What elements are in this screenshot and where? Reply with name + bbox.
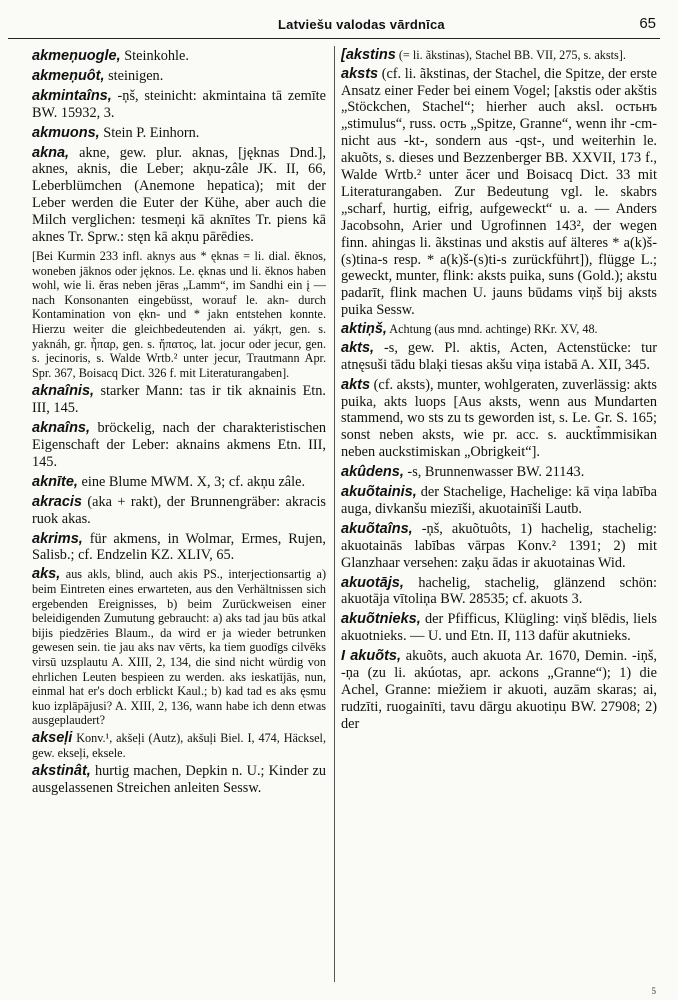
dictionary-entry xyxy=(32,383,326,417)
headword: akts xyxy=(341,376,371,393)
headword: akuõtaîns, xyxy=(341,520,413,537)
entry-definition: akuõts, auch akuota Ar. 1670, Demin. -iņš, -ņa (zu li. akúotas, apr. ackons „Granne“); 1) die Achel, Granne: miežiem ir akuoti, auzām skaras; ai, rudzīti, ruogainīti, tavu dārgu akuotiņu BW. 27908; 2) der xyxy=(341,648,657,732)
dictionary-entry xyxy=(32,48,326,65)
dictionary-entry xyxy=(341,377,657,462)
entry-definition: -s, gew. Pl. aktis, Acten, Actenstücke: tur atnęsuši tādu blaķi tiesas akšu viņa istabā A. XII, 345. xyxy=(341,339,657,373)
page-header xyxy=(8,14,660,39)
headword: akna, xyxy=(32,144,70,161)
entry-definition: für akmens, in Wolmar, Ermes, Rujen, Salisb.; cf. Endzelin KZ. XLIV, 65. xyxy=(32,530,326,564)
dictionary-entry xyxy=(341,484,657,518)
entry-definition: Steinkohle. xyxy=(120,48,189,64)
headword: aktiņš, xyxy=(341,321,387,338)
dictionary-entry xyxy=(341,48,657,63)
headword: akûdens, xyxy=(341,464,404,481)
dictionary-entry xyxy=(341,66,657,320)
dictionary-entry xyxy=(341,464,657,481)
entry-definition: -ņš, steinicht: akmintaina tā zemīte BW. 15932, 3. xyxy=(32,87,326,121)
headword: I akuõts, xyxy=(341,648,401,665)
headword: akmuons, xyxy=(32,124,100,141)
dictionary-entry xyxy=(32,531,326,565)
right-column xyxy=(341,48,657,984)
dictionary-entry xyxy=(32,763,326,797)
entry-definition: eine Blume MWM. X, 3; cf. akņu zâle. xyxy=(77,473,306,490)
entry-definition: hachelig, stachelig, glänzend schön: akuotāja vītoliņa BW. 28535; cf. akuots 3. xyxy=(341,574,657,608)
entry-definition: aus akls, blind, auch akis PS., interjectionsartig a) beim Eintreten eines erwarteten, aus den Verhältnissen sich ergebenden Ereignisses, b) beim Zurückweisen einer beleidigenden Zumutung gebraucht: a) aks tad jau būs atkal bijis piedzēries Blaum., da wird er ja wieder betrunken gewesen sein. tie jau aks nav vērts, ka tiem guodīgs cilvēks virsū uzsplautu A. XIII, 2, 134, die sind nicht würdig von ehrlichen Leuten bespieen zu werden. aks ieskatījās, nun, einmal hat er's doch erblickt Kaul.; b) kad tad es aks ęsmu kuo izplāpājusi? A. XIII, 2, 136, wann habe ich denn etwas ausgeplaudert? xyxy=(32,567,326,728)
entry-definition: starker Mann: tas ir tik aknainis Etn. III, 145. xyxy=(32,383,326,417)
left-column xyxy=(32,48,326,984)
dictionary-entry xyxy=(32,88,326,122)
dictionary-entry xyxy=(32,567,326,728)
dictionary-entry xyxy=(32,731,326,760)
dictionary-entry xyxy=(341,575,657,609)
dictionary-entry xyxy=(341,611,657,645)
entry-definition: steinigen. xyxy=(104,67,164,84)
entry-definition: der Stachelige, Hachelige: kā viņa labība auga, divkanšu miezīši, akuotainīši Lautb. xyxy=(341,484,657,517)
entry-definition: (aka + rakt), der Brunnengräber: akracis ruok akas. xyxy=(32,493,326,527)
headword: akmeņuôt, xyxy=(32,67,105,84)
entry-definition: Achtung (aus mnd. achtinge) RKr. XV, 48. xyxy=(386,322,598,337)
headword: akuõtnieks, xyxy=(341,611,421,628)
headword: akracis xyxy=(32,493,82,510)
dictionary-entry xyxy=(32,249,326,380)
headword: [akstins xyxy=(341,48,396,63)
entry-definition: (= li. ãkstinas), Stachel BB. VII, 275, s. aksts]. xyxy=(395,48,626,62)
running-title: Latviešu valodas vārdnīca xyxy=(278,17,445,32)
headword: aknīte, xyxy=(32,473,78,490)
entry-definition: Stein P. Einhorn. xyxy=(99,124,200,141)
entry-definition: -s, Brunnenwasser BW. 21143. xyxy=(403,464,585,481)
headword: akrims, xyxy=(32,530,83,547)
entry-definition: [Bei Kurmin 233 infl. aknys aus * ęknas = li. dial. ěknos, woneben jāknos oder jęknos. Le. ęknas und li. ěknos haben wohl, wie li. ěras neben jēras „Lamm“, im Sandhi ein į — nach Konsonanten eingebüsst, worauf le. akn- durch Kontamination von ękn- und * jakn entstehen konnte. Hierzu weiter die gleichbedeutenden ai. yákŗt, gen. s. yaknáh, gr. ἧπαρ, gen. s. ἥπατος, lat. jocur oder jecur, gen. s. jecinoris, s. Walde Wrtb.² unter jecur, Trautmann Apr. Spr. 367, Boisacq Dict. 326 f. mit Literaturangaben]. xyxy=(32,248,326,380)
entry-definition: der Pfifficus, Klügling: viņš blēdis, liels akuotnieks. — U. und Etn. II, 113 dafür akutnieks. xyxy=(341,611,657,645)
headword: akstinât, xyxy=(32,763,91,780)
dictionary-entry xyxy=(32,145,326,246)
entry-definition: Konv.¹, akšeļi (Autz), akšuļi Biel. I, 474, Häcksel, gew. ekseļi, eksele. xyxy=(32,730,326,760)
headword: akmintaîns, xyxy=(32,87,112,104)
dictionary-entry xyxy=(32,420,326,471)
headword: aks, xyxy=(32,566,61,583)
page-number: 65 xyxy=(639,15,656,32)
dictionary-entry xyxy=(341,340,657,374)
dictionary-entry xyxy=(341,648,657,733)
headword: aknaînis, xyxy=(32,383,95,400)
headword: akuotājs, xyxy=(341,574,404,591)
dictionary-entry xyxy=(32,68,326,85)
entry-definition: (cf. li. ãkstinas, der Stachel, die Spitze, der erste Ansatz einer Feder bei einem Vogel; [akstis oder akštis „Stöckchen, Stachel“; hierher auch aksl. остьнъ „stimulus“, russ. ость „Spitze, Granne“, wenn ihr -cm- nicht aus -kt-, sondern aus -qst-, und weiterhin le. akuõts, s. dieses und Bezzenberger BB. XXVII, 173 f., Walde Wrtb.² unter ăcer und Boisacq Dict. 33 mit Literaturangaben. Zur Bedeutung vgl. le. skabrs „scharf, hurtig, eifrig, aufgeweckt“ u. a. — Anders Jacobsohn, Arier und Ugrofinnen 143², der wegen finn. ahingas li. ãkstinas und akstis auf älteres * a(k)š-(s)tina-s resp. * a(k)š-(s)ti-s zurückführt]), flügge L.; geweckt, munter, flink: aksts puika, suns (Gold.); akstu padarīt, flink machen U. jauns būdams viņš bij aksts puika Sessw. xyxy=(341,65,657,319)
headword: aknaîns, xyxy=(32,420,91,437)
entry-definition: akne, gew. plur. aknas, [jęknas Dnd.], aknes, aknis, die Leber; akņu-zâle JK. II, 66, Leberblümchen (Anemone hepatica); mit der Leber werden die Euter der Kühe, aber auch die Milch verglichen: tesmeņi kā aknītes Tr. piens kā aknes Tr. Sprw.: stęn kā akņu pārēdies. xyxy=(32,144,326,246)
dictionary-entry xyxy=(341,521,657,572)
headword: akts, xyxy=(341,339,375,356)
entry-definition: hurtig machen, Depkin n. U.; Kinder zu ausgelassenen Streichen anleiten Sessw. xyxy=(32,763,326,796)
dictionary-entry xyxy=(341,322,657,337)
headword: akmeņuogle, xyxy=(32,48,121,64)
headword: akuõtainis, xyxy=(341,484,417,501)
entry-definition: bröckelig, nach der charakteristischen Eigenschaft der Leber: aknains akmens Etn. III, 145. xyxy=(32,420,326,470)
headword: akseļi xyxy=(32,729,73,746)
entry-definition: (cf. aksts), munter, wohlgeraten, zuverlässig: akts puika, akts luops [Aus aksts, wenn aus Mundarten stammend, wo sts zu ts geworden ist, s. Le. Gr. S. 165; sonst neben aksts, wie pr. acc. s. auckti̇̄mmisikan neben auckstimiskan „Obrigkeit“]. xyxy=(341,376,657,461)
printer-signature: 5 xyxy=(651,986,656,996)
dictionary-entry xyxy=(32,474,326,491)
headword: aksts xyxy=(341,65,379,82)
dictionary-entry xyxy=(32,125,326,142)
entry-definition: -ņš, akuõtuôts, 1) hachelig, stachelig: akuotainās labības vārpas Konv.² 1391; 2) mit Glanzhaar versehen: zaķu ādas ir akuotainas Wid. xyxy=(341,520,657,571)
column-divider xyxy=(334,46,335,982)
dictionary-entry xyxy=(32,494,326,528)
